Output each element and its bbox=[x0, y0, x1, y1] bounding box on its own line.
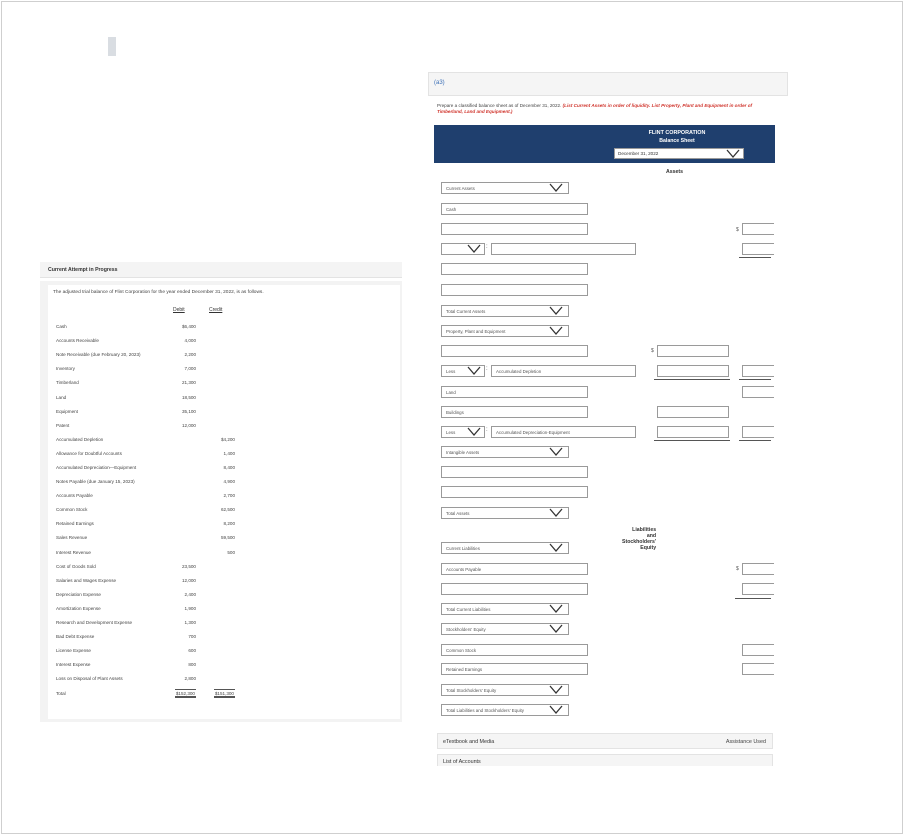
table-row bbox=[56, 493, 236, 503]
debit-amount: 23,500 bbox=[181, 564, 196, 569]
intangible-line-1[interactable] bbox=[441, 466, 588, 478]
attempt-header: Current Attempt in Progress bbox=[40, 262, 402, 278]
account-name: Salaries and Wages Expense bbox=[56, 578, 117, 583]
account-name: Accounts Payable bbox=[56, 493, 93, 498]
debit-amount: 2,400 bbox=[184, 592, 196, 597]
table-row bbox=[56, 380, 236, 390]
acc-dep-amount-input[interactable] bbox=[657, 426, 729, 438]
list-accounts-link[interactable]: List of Accounts bbox=[443, 759, 481, 765]
account-name: Accounts Receivable bbox=[56, 338, 99, 343]
chevron-down-icon[interactable] bbox=[549, 326, 563, 336]
credit-amount: 8,200 bbox=[223, 521, 235, 526]
date-select-value: December 31, 2022 bbox=[618, 151, 659, 156]
table-row bbox=[56, 578, 236, 588]
accumulated-depreciation-field[interactable]: Accumulated Depreciation-Equipment bbox=[491, 426, 636, 438]
common-stock-field[interactable]: Common Stock bbox=[441, 644, 588, 656]
stockholders-equity-select[interactable]: Stockholders' Equity bbox=[441, 623, 569, 635]
underline bbox=[654, 379, 730, 380]
chevron-down-icon[interactable] bbox=[467, 427, 481, 437]
table-row bbox=[56, 648, 236, 658]
colon: : bbox=[486, 244, 488, 250]
account-name: Interest Revenue bbox=[56, 550, 91, 555]
account-name: Loss on Disposal of Plant Assets bbox=[56, 676, 123, 681]
underline bbox=[654, 440, 730, 441]
account-name: Sales Revenue bbox=[56, 535, 88, 540]
assets-heading-text: Assets bbox=[666, 169, 684, 175]
timberland-net-input[interactable] bbox=[742, 365, 774, 377]
debit-amount: 700 bbox=[188, 634, 196, 639]
debit-amount: 800 bbox=[188, 662, 196, 667]
current-asset-line-5[interactable] bbox=[441, 284, 588, 296]
question-instruction bbox=[437, 103, 777, 116]
chevron-down-icon[interactable] bbox=[467, 244, 481, 254]
total-stockholders-equity-select[interactable]: Total Stockholders' Equity bbox=[441, 684, 569, 696]
account-name: Notes Payable (due January 15, 2023) bbox=[56, 479, 135, 484]
table-row bbox=[56, 507, 236, 517]
equipment-net-input[interactable] bbox=[742, 426, 774, 438]
total-assets-select[interactable]: Total Assets bbox=[441, 507, 569, 519]
table-row bbox=[56, 620, 236, 630]
top-marker bbox=[108, 37, 116, 56]
debit-amount: 4,000 bbox=[184, 338, 196, 343]
buildings-field[interactable]: Buildings bbox=[441, 406, 588, 418]
table-row bbox=[56, 465, 236, 475]
account-name: Land bbox=[56, 395, 67, 400]
credit-amount: $4,200 bbox=[220, 437, 235, 442]
ppe-line-1[interactable] bbox=[441, 345, 588, 357]
instruction-note: (List Current Assets in order of liquidity. List Property, Plant and Equipment in order of Timberland, Land and Equipment.) bbox=[437, 103, 753, 115]
debit-total: $152,300 bbox=[175, 691, 195, 696]
chevron-down-icon[interactable] bbox=[549, 543, 563, 553]
total-row bbox=[56, 691, 236, 701]
ap-amount-input[interactable] bbox=[742, 563, 774, 575]
table-row bbox=[56, 395, 236, 405]
table-row bbox=[56, 606, 236, 616]
table-row bbox=[56, 521, 236, 531]
account-name: Cash bbox=[56, 324, 67, 329]
account-name: Equipment bbox=[56, 409, 78, 414]
chevron-down-icon[interactable] bbox=[726, 149, 740, 159]
table-row bbox=[56, 592, 236, 602]
debit-amount: 2,800 bbox=[184, 676, 196, 681]
table-row bbox=[56, 634, 236, 644]
dollar-sign: $ bbox=[651, 348, 654, 354]
statement-title: Balance Sheet bbox=[659, 138, 695, 144]
intangible-assets-select[interactable]: Intangible Assets bbox=[441, 446, 569, 458]
account-name: Allowance for Doubtful Accounts bbox=[56, 451, 122, 456]
credit-amount: 4,900 bbox=[223, 479, 235, 484]
credit-amount: 59,500 bbox=[220, 535, 235, 540]
chevron-down-icon[interactable] bbox=[549, 705, 563, 715]
assistance-used: Assistance Used bbox=[725, 739, 766, 745]
table-row bbox=[56, 409, 236, 419]
debit-amount: 12,000 bbox=[181, 578, 196, 583]
credit-amount: 2,700 bbox=[223, 493, 235, 498]
colon: : bbox=[486, 427, 488, 433]
table-row bbox=[56, 423, 236, 433]
account-name: Cost of Goods Sold bbox=[56, 564, 96, 569]
account-name: Amortization Expense bbox=[56, 606, 101, 611]
current-liabilities-select[interactable]: Current Liabilities bbox=[441, 542, 569, 554]
account-name: Research and Development Expense bbox=[56, 620, 133, 625]
etextbook-row[interactable] bbox=[437, 733, 773, 749]
account-name: Note Receivable (due February 20, 2023) bbox=[56, 352, 141, 357]
credit-amount: 8,400 bbox=[223, 465, 235, 470]
intangible-line-2[interactable] bbox=[441, 486, 588, 498]
account-name: Accumulated Depletion bbox=[56, 437, 104, 442]
debit-amount: 35,100 bbox=[181, 409, 196, 414]
account-name: Common Stock bbox=[56, 507, 88, 512]
chevron-down-icon[interactable] bbox=[549, 508, 563, 518]
table-row bbox=[56, 564, 236, 574]
chevron-down-icon[interactable] bbox=[549, 447, 563, 457]
current-asset-line-3[interactable] bbox=[491, 243, 636, 255]
cash-field[interactable]: Cash bbox=[441, 203, 588, 215]
account-name: Retained Earnings bbox=[56, 521, 94, 526]
chevron-down-icon[interactable] bbox=[549, 183, 563, 193]
account-name: Total bbox=[56, 691, 66, 696]
credit-amount: 62,500 bbox=[220, 507, 235, 512]
debit-amount: 2,200 bbox=[184, 352, 196, 357]
current-asset-amount-3[interactable] bbox=[742, 243, 774, 255]
debit-amount: 600 bbox=[188, 648, 196, 653]
company-name: FLINT CORPORATION bbox=[648, 130, 706, 136]
total-current-liabilities-select[interactable]: Total Current Liabilities bbox=[441, 603, 569, 615]
debit-column-header: Debit bbox=[173, 307, 185, 313]
account-name: Accumulated Depreciation—Equipment bbox=[56, 465, 137, 470]
part-bar bbox=[428, 72, 788, 96]
chevron-down-icon[interactable] bbox=[549, 685, 563, 695]
chevron-down-icon[interactable] bbox=[549, 624, 563, 634]
debit-amount: 18,500 bbox=[181, 395, 196, 400]
underline bbox=[739, 257, 771, 258]
total-current-assets-select[interactable]: Total Current Assets bbox=[441, 305, 569, 317]
account-name: License Expense bbox=[56, 648, 91, 653]
depletion-amount-input[interactable] bbox=[657, 365, 729, 377]
date-select[interactable] bbox=[614, 148, 744, 159]
less-select[interactable]: Less bbox=[441, 426, 485, 438]
debit-amount: $6,400 bbox=[181, 324, 196, 329]
credit-total: $151,300 bbox=[214, 691, 234, 696]
common-stock-amount-input[interactable] bbox=[742, 644, 774, 656]
current-asset-line-4[interactable] bbox=[441, 263, 588, 275]
liability-amount-2[interactable] bbox=[742, 583, 774, 595]
underline bbox=[735, 598, 771, 599]
liabilities-heading-text: Liabilities and Stockholders' Equity bbox=[622, 527, 657, 551]
land-amount-input[interactable] bbox=[742, 386, 774, 398]
underline bbox=[739, 440, 771, 441]
underline bbox=[739, 379, 771, 380]
less-select[interactable]: Less bbox=[441, 365, 485, 377]
table-row bbox=[56, 676, 236, 686]
table-row bbox=[56, 324, 236, 334]
equipment-amount-input[interactable] bbox=[657, 406, 729, 418]
current-assets-select[interactable]: Current Assets bbox=[441, 182, 569, 194]
liability-line-2[interactable] bbox=[441, 583, 588, 595]
table-row bbox=[56, 338, 236, 348]
table-row bbox=[56, 451, 236, 461]
dollar-sign: $ bbox=[736, 227, 739, 233]
debit-amount: 12,000 bbox=[181, 423, 196, 428]
dollar-sign: $ bbox=[736, 566, 739, 572]
chevron-down-icon[interactable] bbox=[467, 366, 481, 376]
accounts-payable-field[interactable]: Accounts Payable bbox=[441, 563, 588, 575]
total-liabilities-equity-select[interactable]: Total Liabilities and Stockholders' Equity bbox=[441, 704, 569, 716]
etextbook-link[interactable]: eTextbook and Media bbox=[443, 739, 495, 745]
retained-earnings-amount-input[interactable] bbox=[742, 663, 774, 675]
chevron-down-icon[interactable] bbox=[549, 306, 563, 316]
table-row bbox=[56, 550, 236, 560]
table-row bbox=[56, 535, 236, 545]
part-label[interactable]: (a3) bbox=[434, 80, 445, 86]
account-name: Timberland bbox=[56, 380, 79, 385]
retained-earnings-field[interactable]: Retained Earnings bbox=[441, 663, 588, 675]
account-name: Interest Expense bbox=[56, 662, 91, 667]
account-name: Patent bbox=[56, 423, 70, 428]
chevron-down-icon[interactable] bbox=[549, 604, 563, 614]
table-row bbox=[56, 479, 236, 489]
current-asset-line-2[interactable] bbox=[441, 223, 588, 235]
colon: : bbox=[486, 366, 488, 372]
debit-amount: 7,000 bbox=[184, 366, 196, 371]
account-name: Inventory bbox=[56, 366, 75, 371]
accumulated-depletion-field[interactable]: Accumulated Depletion bbox=[491, 365, 636, 377]
credit-amount: 500 bbox=[227, 550, 235, 555]
table-row bbox=[56, 437, 236, 447]
ppe-select[interactable]: Property, Plant and Equipment bbox=[441, 325, 569, 337]
trial-balance-intro: The adjusted trial balance of Flint Corporation for the year ended December 31, 2022, is as follows. bbox=[53, 290, 264, 295]
table-row bbox=[56, 352, 236, 362]
credit-column-header: Credit bbox=[209, 307, 223, 313]
land-field[interactable]: Land bbox=[441, 386, 588, 398]
credit-amount: 1,400 bbox=[223, 451, 235, 456]
debit-amount: 1,900 bbox=[184, 606, 196, 611]
cash-amount-input[interactable] bbox=[742, 223, 774, 235]
table-row bbox=[56, 366, 236, 376]
instruction-text: Prepare a classified balance sheet as of December 31, 2022. bbox=[437, 103, 562, 108]
debit-amount: 21,300 bbox=[181, 380, 196, 385]
timberland-amount-input[interactable] bbox=[657, 345, 729, 357]
table-row bbox=[56, 662, 236, 672]
list-accounts-row[interactable] bbox=[437, 754, 773, 766]
account-name: Depreciation Expense bbox=[56, 592, 101, 597]
debit-amount: 1,300 bbox=[184, 620, 196, 625]
account-name: Bad Debt Expense bbox=[56, 634, 95, 639]
